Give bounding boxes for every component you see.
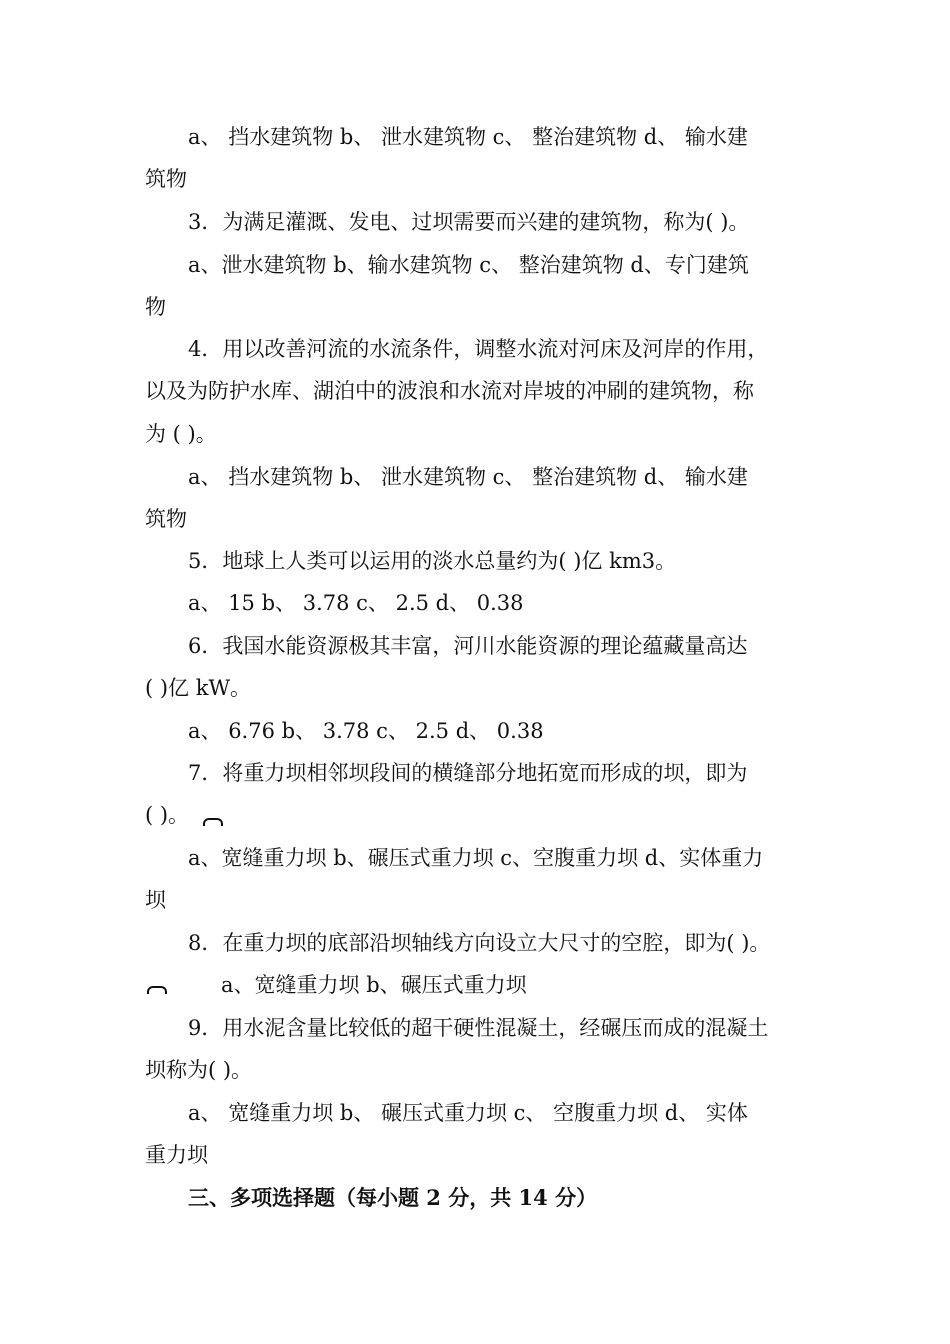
- q7-options-cont: 坝: [145, 888, 166, 912]
- q9-question-line2: 坝称为( )。: [145, 1058, 253, 1082]
- q6-question-line1: 6．我国水能资源极其丰富，河川水能资源的理论蕴藏量高达: [188, 634, 748, 658]
- q9-question-line1: 9．用水泥含量比较低的超干硬性混凝土，经碾压而成的混凝土: [188, 1016, 769, 1040]
- q4-question-line1: 4．用以改善河流的水流条件，调整水流对河床及河岸的作用，: [188, 337, 769, 361]
- q4-question-line2: 以及为防护水库、湖泊中的波浪和水流对岸坡的冲刷的建筑物，称: [145, 379, 754, 403]
- q6-options: a、 6.76 b、 3.78 c、 2.5 d、 0.38: [188, 719, 544, 743]
- q4-options-line: a、 挡水建筑物 b、 泄水建筑物 c、 整治建筑物 d、 输水建: [188, 465, 748, 489]
- q4-question-line3: 为 ( )。: [145, 422, 217, 446]
- q7-question-line1: 7．将重力坝相邻坝段间的横缝部分地拓宽而形成的坝，即为: [188, 761, 748, 785]
- bracket-mark: [147, 986, 167, 994]
- q3-question: 3．为满足灌溉、发电、过坝需要而兴建的建筑物，称为( )。: [188, 210, 750, 234]
- q4-options-cont: 筑物: [145, 507, 187, 531]
- q9-options-line: a、 宽缝重力坝 b、 碾压式重力坝 c、 空腹重力坝 d、 实体: [188, 1101, 748, 1125]
- q8-options: a、宽缝重力坝 b、碾压式重力坝: [221, 973, 527, 997]
- bracket-mark: [203, 818, 223, 826]
- q8-question: 8．在重力坝的底部沿坝轴线方向设立大尺寸的空腔，即为( )。: [188, 931, 771, 955]
- q7-question-line2: ( )。: [145, 803, 190, 827]
- q5-question: 5．地球上人类可以运用的淡水总量约为( )亿 km3。: [188, 549, 677, 573]
- section-heading: 三、多项选择题（每小题 2 分，共 14 分）: [188, 1185, 598, 1210]
- q3-options-cont: 物: [145, 295, 166, 319]
- q6-question-line2: ( )亿 kW。: [145, 676, 252, 700]
- q3-options-line: a、泄水建筑物 b、输水建筑物 c、 整治建筑物 d、专门建筑: [188, 253, 749, 277]
- q2-options-cont: 筑物: [145, 167, 187, 191]
- q5-options: a、 15 b、 3.78 c、 2.5 d、 0.38: [188, 591, 524, 615]
- q2-options-line: a、 挡水建筑物 b、 泄水建筑物 c、 整治建筑物 d、 输水建: [188, 125, 748, 149]
- q7-options-line: a、宽缝重力坝 b、碾压式重力坝 c、空腹重力坝 d、实体重力: [188, 846, 764, 870]
- q9-options-cont: 重力坝: [145, 1143, 208, 1167]
